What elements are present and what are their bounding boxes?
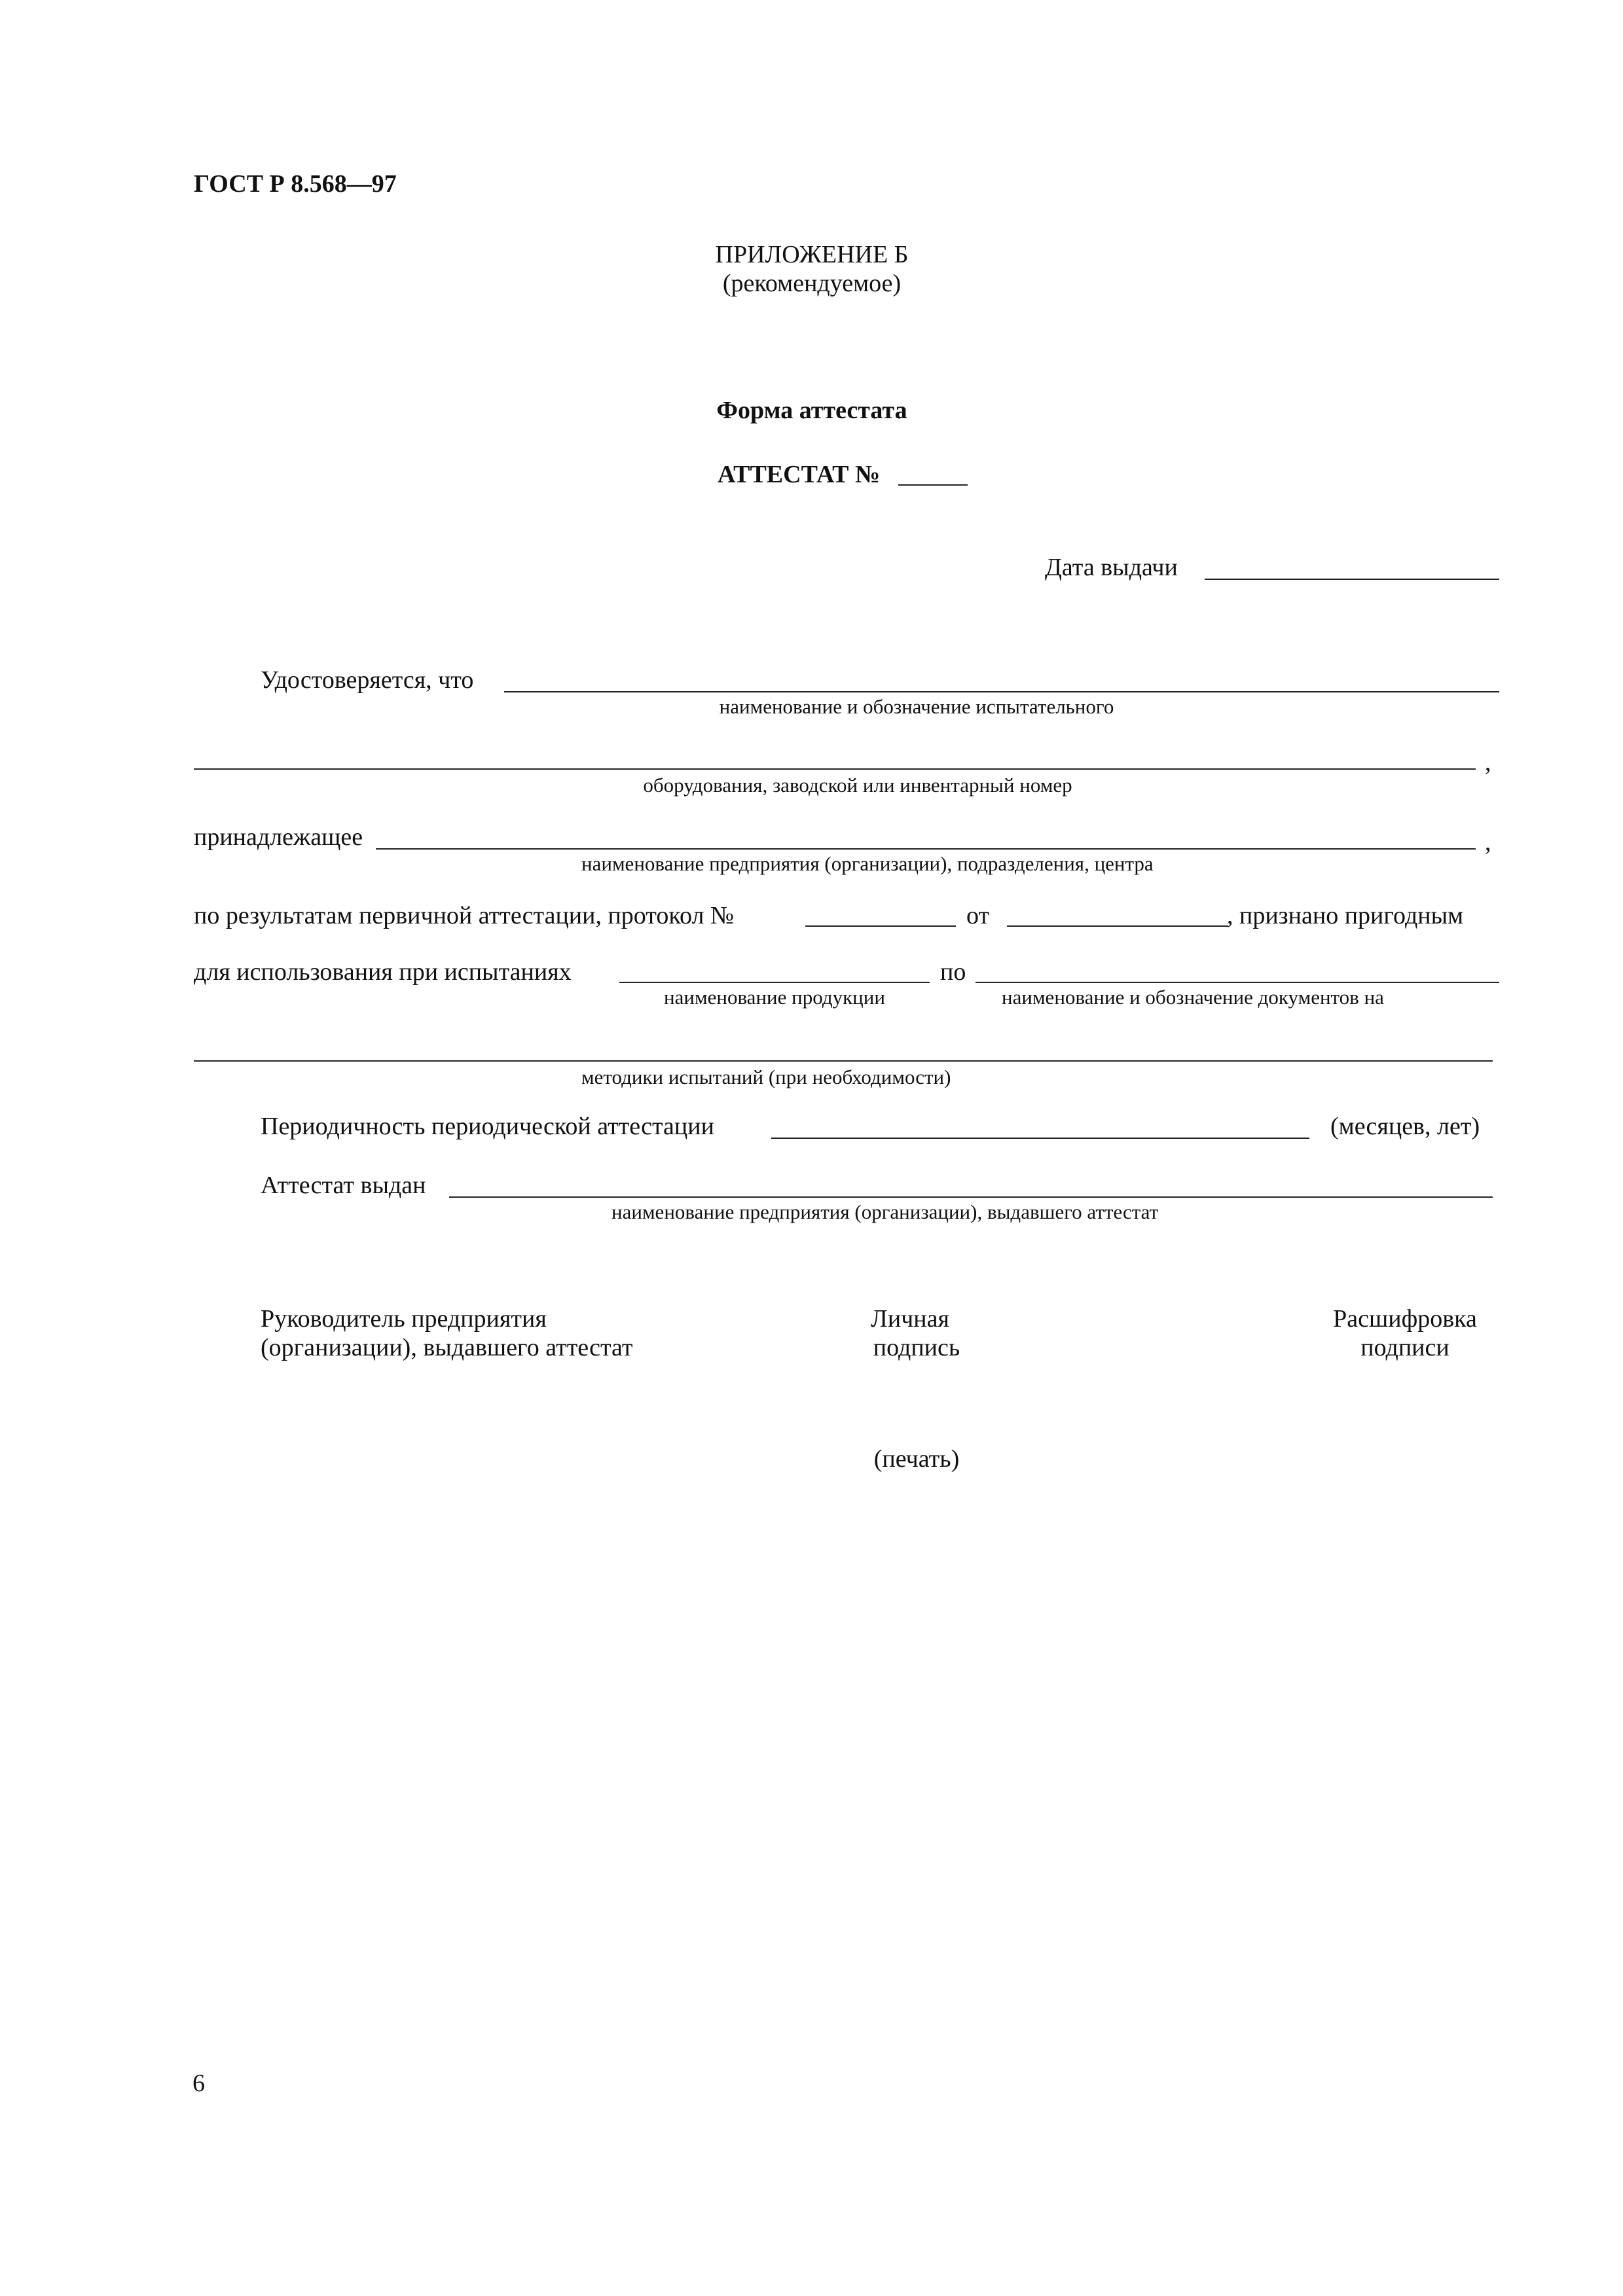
equipment-name-hint: наименование и обозначение испытательного bbox=[719, 695, 1114, 718]
periodicity-label: Периодичность периодической аттестации bbox=[261, 1113, 714, 1140]
page-number: 6 bbox=[192, 2070, 205, 2097]
issued-by-label: Аттестат выдан bbox=[261, 1172, 426, 1199]
product-name-line[interactable] bbox=[619, 982, 930, 983]
periodicity-unit: (месяцев, лет) bbox=[1330, 1113, 1480, 1140]
owner-comma: , bbox=[1485, 829, 1491, 856]
test-methods-hint: методики испытаний (при необходимости) bbox=[581, 1066, 951, 1088]
results-from-text: от bbox=[966, 902, 990, 929]
certificate-number-line[interactable] bbox=[898, 484, 968, 486]
issue-date-label: Дата выдачи bbox=[1045, 554, 1178, 581]
issuer-hint: наименование предприятия (организации), выдавшего аттестат bbox=[611, 1200, 1159, 1223]
product-name-hint: наименование продукции bbox=[664, 986, 885, 1009]
belongs-label: принадлежащее bbox=[194, 823, 363, 851]
certifies-label: Удостоверяется, что bbox=[261, 666, 474, 694]
personal-signature-line-2: подпись bbox=[873, 1334, 960, 1361]
issuer-line[interactable] bbox=[449, 1196, 1493, 1198]
test-docs-hint: наименование и обозначение документов на bbox=[1002, 986, 1384, 1009]
results-suitable-text: , признано пригодным bbox=[1227, 902, 1464, 929]
appendix-status: (рекомендуемое) bbox=[722, 270, 902, 297]
usage-by-text: по bbox=[940, 958, 966, 986]
personal-signature-line-1: Личная bbox=[871, 1305, 949, 1333]
equipment-comma: , bbox=[1485, 749, 1491, 776]
form-title: Форма аттестата bbox=[716, 397, 907, 424]
protocol-number-line[interactable] bbox=[805, 925, 956, 927]
equipment-serial-line[interactable] bbox=[194, 768, 1476, 770]
appendix-title: ПРИЛОЖЕНИЕ Б bbox=[715, 241, 909, 268]
owner-hint: наименование предприятия (организации), подразделения, центра bbox=[581, 852, 1154, 875]
results-text: по результатам первичной аттестации, протокол № bbox=[194, 902, 735, 929]
protocol-date-line[interactable] bbox=[1007, 925, 1228, 927]
head-label-line-2: (организации), выдавшего аттестат bbox=[261, 1334, 633, 1361]
equipment-name-line[interactable] bbox=[504, 691, 1499, 692]
test-docs-line[interactable] bbox=[976, 982, 1499, 983]
signature-decoding-line-1: Расшифровка bbox=[1333, 1305, 1477, 1333]
signature-decoding-line-2: подписи bbox=[1360, 1334, 1450, 1361]
usage-text: для использования при испытаниях bbox=[194, 958, 572, 986]
certificate-title: АТТЕСТАТ № bbox=[718, 461, 881, 488]
issue-date-line[interactable] bbox=[1205, 579, 1499, 580]
stamp-placeholder: (печать) bbox=[873, 1445, 960, 1473]
equipment-serial-hint: оборудования, заводской или инвентарный номер bbox=[643, 774, 1072, 797]
test-methods-line[interactable] bbox=[194, 1060, 1493, 1062]
head-label-line-1: Руководитель предприятия bbox=[261, 1305, 547, 1333]
owner-line[interactable] bbox=[376, 848, 1476, 850]
document-code: ГОСТ Р 8.568—97 bbox=[194, 170, 397, 198]
periodicity-line[interactable] bbox=[771, 1138, 1309, 1139]
